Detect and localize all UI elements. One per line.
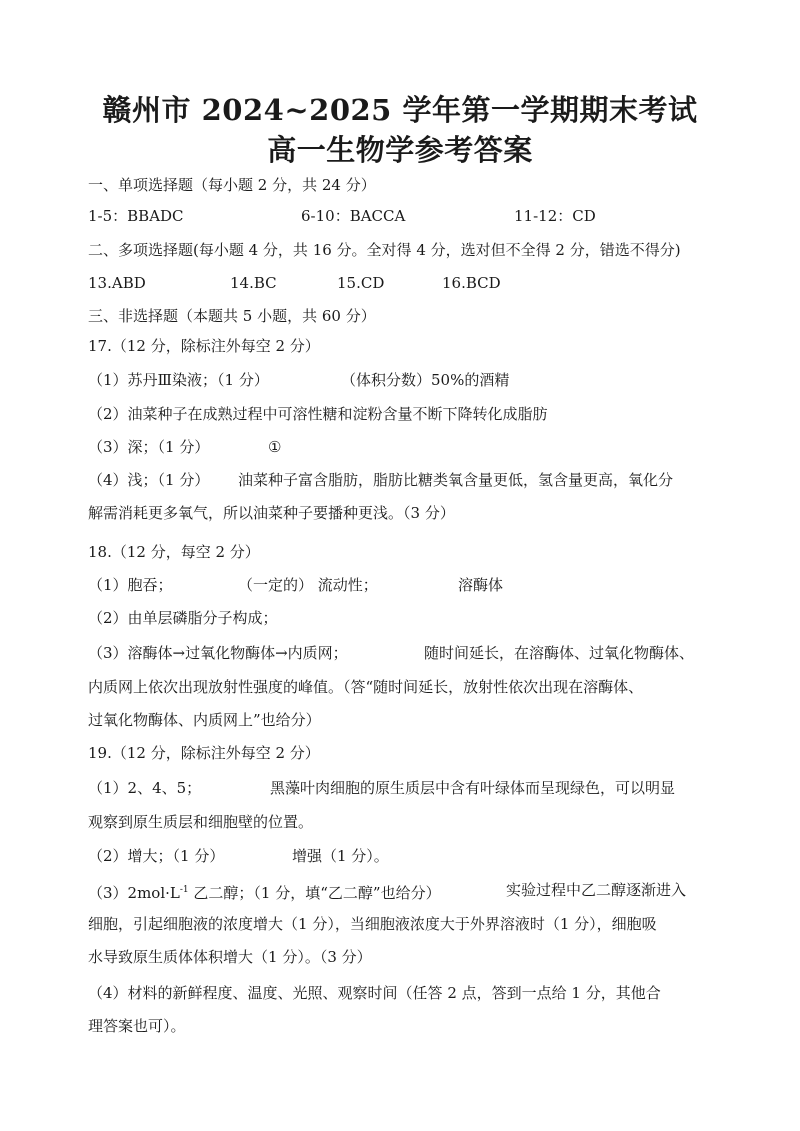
q19-part3-a: [88, 880, 441, 903]
q19-part4-cont: 理答案也可）。: [88, 1017, 186, 1035]
q19-part2-a: （2）增大；（1 分）: [88, 847, 225, 865]
answer-16: 16.BCD: [442, 274, 501, 292]
q19-part4: （4）材料的新鲜程度、温度、光照、观察时间（任答 2 点，答到一点给 1 分，其他合: [88, 984, 661, 1002]
q19-part3-cont1: 细胞，引起细胞液的浓度增大（1 分），当细胞液浓度大于外界溶液时（1 分），细胞吸: [88, 915, 657, 933]
section1-heading: 一、单项选择题（每小题 2 分，共 24 分）: [88, 176, 376, 194]
q19-part3-a-exponent: -1: [179, 885, 189, 895]
q19-part1-cont: 观察到原生质层和细胞壁的位置。: [88, 813, 314, 831]
q18-part1-c: 溶酶体: [458, 576, 504, 594]
q19-heading: 19.（12 分，除标注外每空 2 分）: [88, 744, 320, 762]
q19-part2-b: 增强（1 分）。: [292, 847, 389, 865]
q18-part1-b: （一定的） 流动性；: [238, 576, 378, 594]
q17-part1-a: （1）苏丹Ⅲ染液；（1 分）: [88, 371, 269, 389]
q17-part4-a: （4）浅；（1 分）: [88, 471, 210, 489]
q19-part1-a: （1）2、4、5；: [88, 779, 202, 797]
answer-13: 13.ABD: [88, 274, 146, 292]
q18-part3-a: （3）溶酶体→过氧化物酶体→内质网；: [88, 644, 348, 662]
exam-subtitle: 高一生物学参考答案: [267, 133, 533, 167]
q17-part4-b: 油菜种子富含脂肪，脂肪比糖类氧含量更低，氢含量更高，氧化分: [238, 471, 674, 489]
answer-6-10: 6-10：BACCA: [301, 207, 406, 225]
q18-part3-cont2: 过氧化物酶体、内质网上”也给分）: [88, 711, 321, 729]
q19-part3-a-text: （3）2mol·L: [88, 884, 180, 902]
answer-14: 14.BC: [230, 274, 277, 292]
q18-part3-b: 随时间延长，在溶酶体、过氧化物酶体、: [424, 644, 695, 662]
answer-15: 15.CD: [337, 274, 385, 292]
section2-heading: 二、多项选择题(每小题 4 分，共 16 分。全对得 4 分，选对但不全得 2 分，错选不得分): [88, 241, 681, 259]
q17-part3-a: （3）深；（1 分）: [88, 438, 210, 456]
q17-part2: （2）油菜种子在成熟过程中可溶性糖和淀粉含量不断下降转化成脂肪: [88, 405, 548, 423]
answer-1-5: 1-5：BBADC: [88, 207, 184, 225]
q19-part3-cont2: 水导致原生质体体积增大（1 分）。（3 分）: [88, 948, 372, 966]
exam-title: 赣州市 2024~2025 学年第一学期期末考试: [102, 93, 698, 127]
q19-part3-b: 实验过程中乙二醇逐渐进入: [506, 881, 687, 899]
q17-part4-cont: 解需消耗更多氧气，所以油菜种子要播种更浅。（3 分）: [88, 504, 455, 522]
q18-part1-a: （1）胞吞；: [88, 576, 173, 594]
q19-part3-a-text2: 乙二醇；（1 分，填“乙二醇”也给分）: [188, 884, 441, 902]
q17-heading: 17.（12 分，除标注外每空 2 分）: [88, 337, 320, 355]
q18-heading: 18.（12 分，每空 2 分）: [88, 543, 260, 561]
q19-part1-b: 黑藻叶肉细胞的原生质层中含有叶绿体而呈现绿色，可以明显: [270, 779, 676, 797]
section3-heading: 三、非选择题（本题共 5 小题，共 60 分）: [88, 307, 376, 325]
answer-11-12: 11-12：CD: [514, 207, 596, 225]
q17-part1-b: （体积分数）50%的酒精: [341, 371, 510, 389]
q18-part2: （2）由单层磷脂分子构成；: [88, 609, 278, 627]
q18-part3-cont1: 内质网上依次出现放射性强度的峰值。（答“随时间延长，放射性依次出现在溶酶体、: [88, 678, 644, 696]
q17-part3-b: ①: [268, 438, 282, 456]
